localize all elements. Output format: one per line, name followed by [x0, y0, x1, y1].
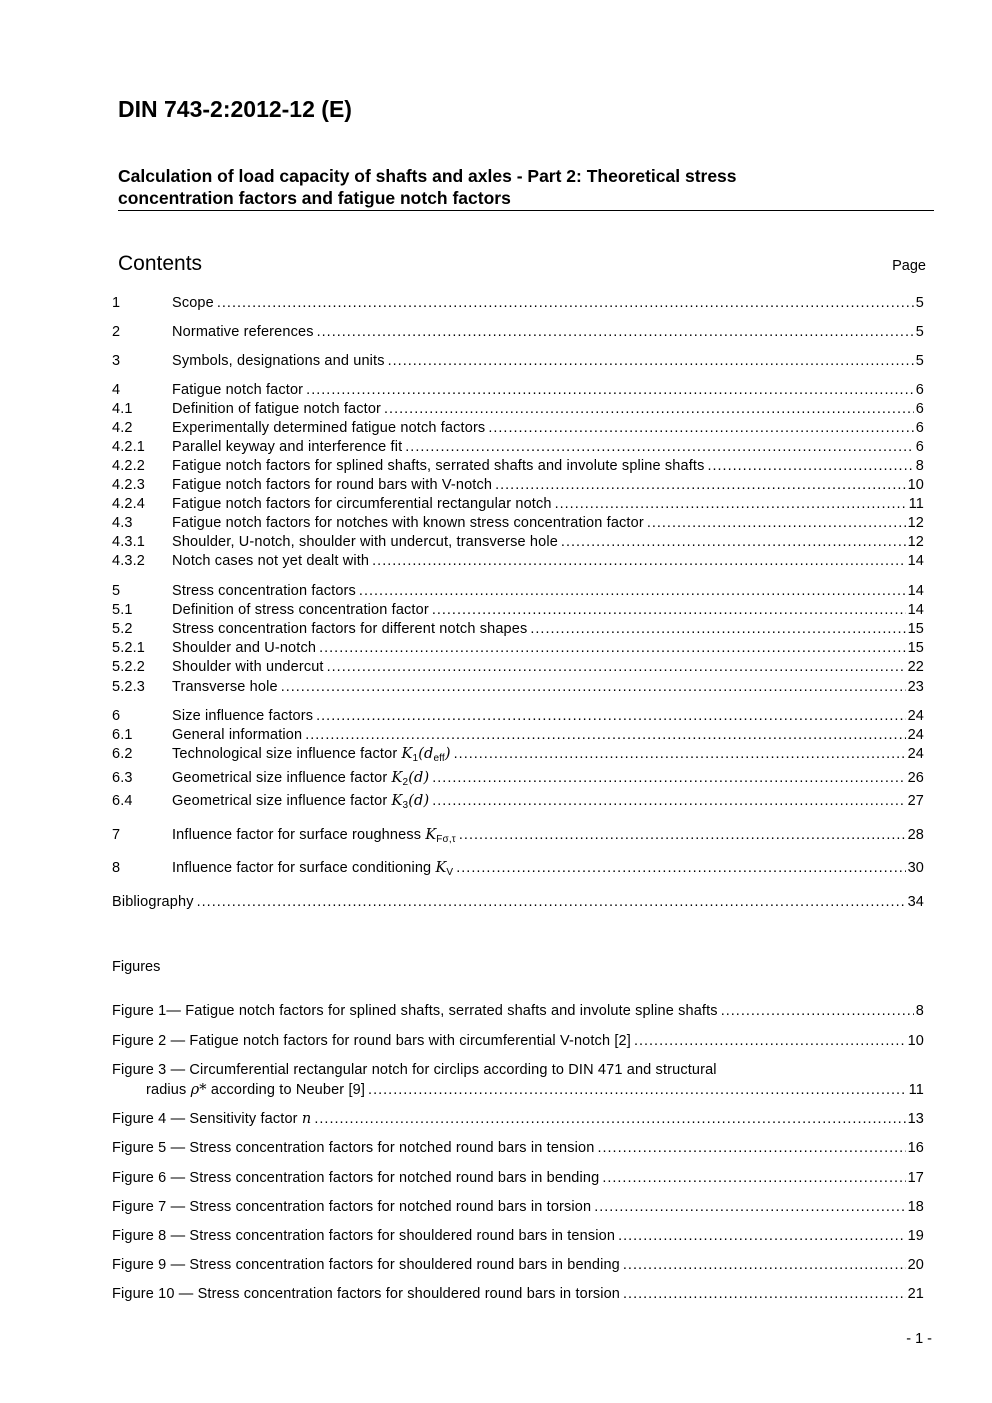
toc-entry-title-text: Normative references: [172, 324, 314, 340]
figure-entry-title: [112, 1033, 631, 1049]
toc-entry[interactable]: [112, 420, 924, 439]
toc-entry-title: [172, 860, 453, 878]
dot-leader: [602, 1170, 905, 1186]
toc-entry-page: 10: [907, 477, 924, 493]
toc-entry-title: [172, 770, 429, 788]
dot-leader: [459, 827, 906, 843]
toc-entry-number: 4.3: [112, 515, 133, 531]
dot-leader: [432, 793, 905, 809]
figure-entry-title: [146, 1082, 365, 1098]
dot-leader: [384, 401, 914, 417]
title-divider: [118, 210, 934, 211]
dot-leader: [623, 1286, 906, 1302]
toc-entry-number: 4: [112, 382, 121, 398]
toc-entry-title: [172, 324, 314, 340]
toc-entry[interactable]: [112, 401, 924, 420]
toc-entry[interactable]: [112, 295, 924, 314]
dot-leader: [432, 770, 905, 786]
toc-entry-page: 34: [907, 894, 924, 910]
figure-entry-title-text: Figure 1— Fatigue notch factors for splined shafts, serrated shafts and involute spline shafts: [112, 1003, 718, 1019]
figure-entry-title: Figure 3 — Circumferential rectangular notch for circlips according to DIN 471 and structural: [112, 1062, 717, 1078]
toc-entry-page: 5: [915, 353, 924, 369]
toc-entry-number: 4.2: [112, 420, 133, 436]
dot-leader: [388, 353, 914, 369]
toc-entry-title: [172, 659, 324, 675]
toc-entry-title: [172, 727, 302, 743]
toc-entry-number: 4.2.2: [112, 458, 145, 474]
toc-entry-title-text: Experimentally determined fatigue notch factors: [172, 420, 486, 436]
dot-leader: [623, 1257, 906, 1273]
toc-entry-title-text: Stress concentration factors for different notch shapes: [172, 621, 528, 637]
toc-entry-title-text: Geometrical size influence factor: [172, 793, 388, 809]
toc-entry-number: 8: [112, 860, 121, 876]
toc-entry-title-text: Influence factor for surface roughness: [172, 827, 422, 843]
figure-entry-title-text: Figure 2 — Fatigue notch factors for round bars with circumferential V-notch [2]: [112, 1033, 631, 1049]
dot-leader: [634, 1033, 906, 1049]
dot-leader: [555, 496, 907, 512]
toc-entry[interactable]: [112, 496, 924, 515]
math-subscript: V: [446, 867, 454, 878]
toc-entry-title: [172, 553, 369, 569]
toc-entry[interactable]: [112, 515, 924, 534]
toc-entry[interactable]: [112, 353, 924, 372]
figure-entry-continuation[interactable]: [146, 1082, 924, 1101]
dot-leader: [454, 746, 906, 762]
toc-entry-number: 2: [112, 324, 121, 340]
toc-entry-number: 6.4: [112, 793, 133, 809]
toc-entry[interactable]: [112, 827, 924, 846]
dot-leader: [217, 295, 914, 311]
dot-leader: [316, 708, 905, 724]
contents-heading: Contents: [118, 252, 203, 275]
toc-entry-title: [172, 583, 356, 599]
dot-leader: [618, 1228, 906, 1244]
toc-entry-title: [172, 679, 278, 695]
toc-entry-number: 5.1: [112, 602, 133, 618]
toc-entry-number: 5.2: [112, 621, 133, 637]
math-subscript: eff: [433, 753, 445, 764]
toc-entry-page: 23: [907, 679, 924, 695]
toc-entry[interactable]: [112, 679, 924, 698]
toc-entry-page: 14: [907, 602, 924, 618]
figure-entry-page: 10: [907, 1033, 924, 1049]
dot-leader: [495, 477, 905, 493]
toc-entry-title: [172, 621, 527, 637]
figure-entry-title: [112, 1257, 620, 1273]
dot-leader: [597, 1140, 905, 1156]
figure-entry-title: [112, 1111, 311, 1127]
dot-leader: [372, 553, 905, 569]
toc-entry-number: 5.2.2: [112, 659, 145, 675]
toc-entry-title-text: Shoulder and U-notch: [172, 640, 317, 656]
figure-entry[interactable]: [112, 1257, 924, 1276]
toc-entry-title: [172, 382, 303, 398]
toc-entry-title: [172, 295, 214, 311]
figure-entry-title: [112, 1228, 615, 1244]
figure-entry-title: [112, 1140, 594, 1156]
toc-entry-number: 6.2: [112, 746, 133, 762]
math-symbol: $K_3(d)$: [391, 793, 430, 811]
figure-entry[interactable]: [112, 1140, 924, 1159]
toc-entry-title: [172, 496, 552, 512]
figure-entry-title-text: Figure 4 — Sensitivity factor: [112, 1111, 298, 1127]
toc-entry-title-text: Bibliography: [112, 894, 194, 910]
document-title: [118, 165, 933, 209]
toc-entry-page: 24: [907, 708, 924, 724]
toc-entry[interactable]: [112, 583, 924, 602]
figure-entry-page: 8: [915, 1003, 924, 1019]
toc-entry[interactable]: [112, 860, 924, 879]
toc-entry-title-text: Geometrical size influence factor: [172, 770, 388, 786]
dot-leader: [594, 1199, 905, 1215]
dot-leader: [314, 1111, 905, 1127]
toc-entry-title: [172, 458, 704, 474]
figure-entry-page: 20: [907, 1257, 924, 1273]
dot-leader: [319, 640, 905, 656]
dot-leader: [305, 727, 905, 743]
toc-entry-title: [172, 439, 402, 455]
toc-entry-page: 6: [915, 401, 924, 417]
toc-entry[interactable]: [112, 746, 924, 765]
toc-entry-page: 11: [908, 496, 924, 512]
toc-entry-title-text: Parallel keyway and interference fit: [172, 439, 403, 455]
toc-entry-title-text: Technological size influence factor: [172, 746, 398, 762]
toc-entry-page: 26: [907, 770, 924, 786]
figure-entry-page: 17: [907, 1170, 924, 1186]
toc-entry[interactable]: [112, 727, 924, 746]
toc-entry[interactable]: [112, 477, 924, 496]
figure-entry-title: [112, 1170, 599, 1186]
dot-leader: [432, 602, 906, 618]
toc-entry-page: 28: [907, 827, 924, 843]
math-symbol: ρ*: [190, 1082, 207, 1098]
dot-leader: [359, 583, 906, 599]
math-subscript: 3: [402, 800, 409, 811]
dot-leader: [317, 324, 914, 340]
toc-entry[interactable]: [112, 640, 924, 659]
toc-entry[interactable]: [112, 621, 924, 640]
figure-entry-title: [112, 1286, 620, 1302]
dot-leader: [281, 679, 906, 695]
toc-entry-title: [172, 640, 316, 656]
toc-entry[interactable]: [112, 770, 924, 789]
toc-entry[interactable]: [112, 602, 924, 621]
toc-entry-title: [172, 746, 451, 764]
dot-leader: [405, 439, 914, 455]
dot-leader: [647, 515, 906, 531]
figure-entry-title-text: Figure 6 — Stress concentration factors for notched round bars in bending: [112, 1170, 600, 1186]
figure-entry-page: 16: [907, 1140, 924, 1156]
figure-entry[interactable]: [112, 1228, 924, 1247]
math-symbol: $K_1(d_{eff})$: [401, 746, 451, 764]
toc-entry-number: 5.2.1: [112, 640, 145, 656]
toc-entry-number: 4.3.1: [112, 534, 145, 550]
figure-entry-title-text: Figure 10 — Stress concentration factors for shouldered round bars in torsion: [112, 1286, 621, 1302]
dot-leader: [530, 621, 905, 637]
math-subscript: Fσ,τ: [436, 834, 456, 845]
figure-entry-title-text: Figure 7 — Stress concentration factors for notched round bars in torsion: [112, 1199, 592, 1215]
toc-entry-title-text: Fatigue notch factors for notches with known stress concentration factor: [172, 515, 644, 531]
toc-entry-title-text: Transverse hole: [172, 679, 278, 695]
title-line-1: Calculation of load capacity of shafts and axles - Part 2: Theoretical stress: [118, 166, 737, 186]
math-symbol: $K_V$: [435, 860, 454, 878]
math-symbol: n: [301, 1111, 312, 1127]
figure-entry-page: 18: [907, 1199, 924, 1215]
dot-leader: [306, 382, 914, 398]
toc-entry-title: [172, 477, 492, 493]
toc-entry[interactable]: [112, 659, 924, 678]
toc-entry-page: 12: [907, 515, 924, 531]
toc-entry-page: 12: [907, 534, 924, 550]
figure-entry-page: 13: [907, 1111, 924, 1127]
dot-leader: [327, 659, 906, 675]
toc-entry-title-text: Notch cases not yet dealt with: [172, 553, 370, 569]
toc-entry[interactable]: [112, 324, 924, 343]
toc-entry-title-text: Shoulder, U-notch, shoulder with undercut, transverse hole: [172, 534, 558, 550]
toc-entry-title-text: Influence factor for surface conditioning: [172, 860, 432, 876]
toc-entry-page: 27: [907, 793, 924, 809]
toc-entry-number: 6.1: [112, 727, 133, 743]
figures-heading: Figures: [112, 959, 161, 975]
toc-entry-title: [112, 894, 194, 910]
toc-entry-number: 1: [112, 295, 121, 311]
toc-entry-title: [172, 602, 429, 618]
dot-leader: [488, 420, 913, 436]
figure-entry[interactable]: [112, 1062, 924, 1081]
toc-entry[interactable]: [112, 894, 924, 913]
toc-entry-page: 6: [915, 420, 924, 436]
figure-entry-page: 19: [907, 1228, 924, 1244]
math-symbol: $K_2(d)$: [391, 770, 430, 788]
toc-entry[interactable]: [112, 793, 924, 812]
toc-entry-page: 14: [907, 583, 924, 599]
toc-entry[interactable]: [112, 439, 924, 458]
dot-leader: [197, 894, 906, 910]
toc-entry-title-text: Definition of stress concentration factor: [172, 602, 429, 618]
figure-entry-title-text: Figure 9 — Stress concentration factors for shouldered round bars in bending: [112, 1257, 620, 1273]
figure-entry[interactable]: [112, 1003, 924, 1022]
toc-entry-title-text: Fatigue notch factors for circumferential rectangular notch: [172, 496, 552, 512]
toc-entry[interactable]: [112, 458, 924, 477]
toc-entry-page: 24: [907, 746, 924, 762]
toc-entry-number: 6: [112, 708, 121, 724]
figure-entry-title-text: according to Neuber [9]: [210, 1082, 366, 1098]
toc-entry[interactable]: [112, 534, 924, 553]
toc-entry-title-text: Size influence factors: [172, 708, 314, 724]
toc-entry-title-text: Definition of fatigue notch factor: [172, 401, 382, 417]
figure-entry[interactable]: [112, 1286, 924, 1305]
toc-entry-page: 5: [915, 295, 924, 311]
dot-leader: [368, 1082, 907, 1098]
toc-entry-title: [172, 401, 381, 417]
page-number: - 1 -: [906, 1331, 932, 1347]
toc-entry-page: 8: [915, 458, 924, 474]
figure-entry[interactable]: [112, 1111, 924, 1130]
toc-entry-number: 4.2.3: [112, 477, 145, 493]
toc-entry-page: 30: [907, 860, 924, 876]
toc-entry-title-text: Stress concentration factors: [172, 583, 356, 599]
toc-entry-title-text: General information: [172, 727, 303, 743]
toc-entry-title-text: Scope: [172, 295, 214, 311]
toc-entry-title: [172, 708, 313, 724]
math-subscript: 2: [402, 777, 409, 788]
toc-entry-page: 15: [907, 640, 924, 656]
math-subscript: 1: [412, 753, 419, 764]
dot-leader: [707, 458, 913, 474]
figure-entry[interactable]: [112, 1199, 924, 1218]
toc-entry-page: 6: [915, 439, 924, 455]
toc-entry-title-text: Symbols, designations and units: [172, 353, 385, 369]
toc-entry-number: 7: [112, 827, 121, 843]
document-id: DIN 743-2:2012-12 (E): [118, 96, 352, 122]
figure-entry-page: 21: [907, 1286, 924, 1302]
toc-entry-page: 22: [907, 659, 924, 675]
dot-leader: [456, 860, 905, 876]
toc-entry-number: 3: [112, 353, 121, 369]
page-column-heading: Page: [892, 258, 926, 274]
toc-entry-page: 14: [907, 553, 924, 569]
toc-entry-title: [172, 827, 456, 845]
math-symbol: $K_{F\sigma,\tau}$: [425, 827, 456, 845]
toc-entry-title-text: Fatigue notch factors for round bars with V-notch: [172, 477, 493, 493]
figure-entry[interactable]: [112, 1170, 924, 1189]
toc-entry-number: 5.2.3: [112, 679, 145, 695]
toc-entry-number: 4.3.2: [112, 553, 145, 569]
toc-entry-title: [172, 353, 385, 369]
toc-entry-title: [172, 793, 429, 811]
toc-entry-number: 4.2.4: [112, 496, 145, 512]
dot-leader: [721, 1003, 914, 1019]
toc-entry-title: [172, 534, 558, 550]
toc-entry-number: 6.3: [112, 770, 133, 786]
figure-entry-title-text: radius: [146, 1082, 187, 1098]
figure-entry-title: [112, 1199, 591, 1215]
title-line-2: concentration factors and fatigue notch factors: [118, 188, 511, 208]
toc-entry-page: 15: [907, 621, 924, 637]
toc-entry-page: 24: [907, 727, 924, 743]
toc-entry-page: 6: [915, 382, 924, 398]
figure-entry[interactable]: [112, 1033, 924, 1052]
toc-entry-number: 4.2.1: [112, 439, 145, 455]
toc-entry-title: [172, 515, 644, 531]
toc-entry[interactable]: [112, 708, 924, 727]
figure-entry-title-text: Figure 8 — Stress concentration factors for shouldered round bars in tension: [112, 1228, 616, 1244]
toc-entry-title-text: Fatigue notch factors for splined shafts, serrated shafts and involute spline shafts: [172, 458, 705, 474]
figure-entry-page: 11: [908, 1082, 924, 1098]
figure-entry-title-text: Figure 5 — Stress concentration factors for notched round bars in tension: [112, 1140, 595, 1156]
toc-entry[interactable]: [112, 382, 924, 401]
toc-entry-title-text: Shoulder with undercut: [172, 659, 324, 675]
toc-entry-title-text: Fatigue notch factor: [172, 382, 304, 398]
dot-leader: [561, 534, 906, 550]
figure-entry-title: [112, 1003, 718, 1019]
toc-entry-number: 4.1: [112, 401, 133, 417]
toc-entry-page: 5: [915, 324, 924, 340]
toc-entry-number: 5: [112, 583, 121, 599]
toc-entry-title: [172, 420, 485, 436]
toc-entry[interactable]: [112, 553, 924, 572]
